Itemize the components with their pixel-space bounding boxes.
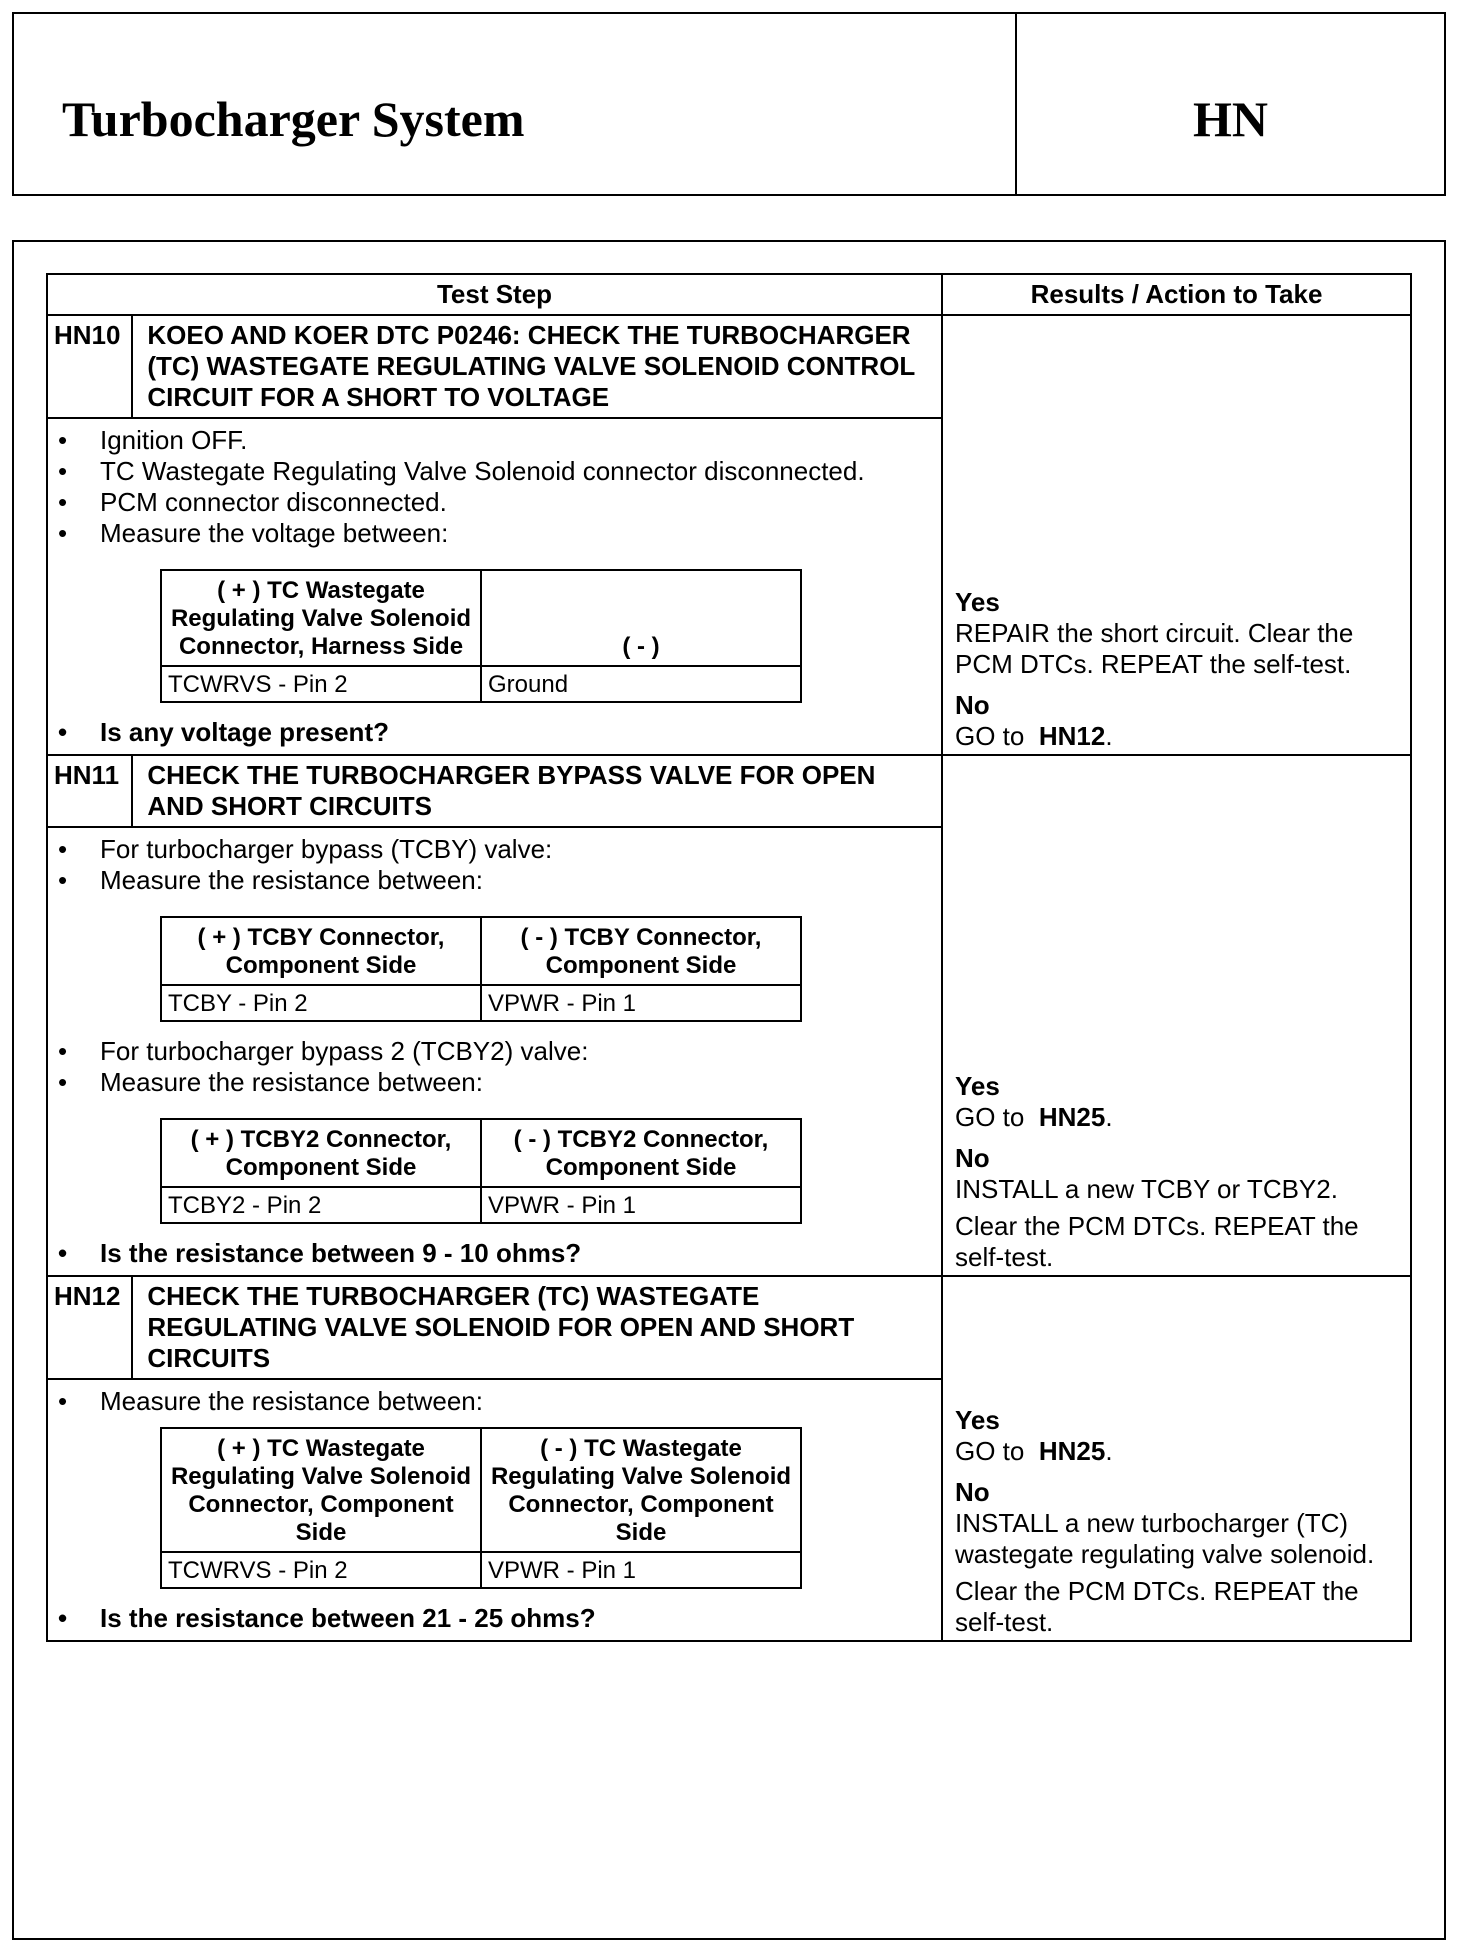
result-no-followup: Clear the PCM DTCs. REPEAT the self-test. <box>955 1211 1359 1272</box>
question-list <box>58 1603 931 1634</box>
section-code: HN <box>1193 91 1268 147</box>
measurement-positive-header: ( + ) TC Wastegate Regulating Valve Solenoid Connector, Component Side <box>161 1428 481 1552</box>
result-no-text: GO to HN12. <box>955 721 1113 751</box>
measurement-negative-pin: VPWR - Pin 1 <box>481 1552 801 1588</box>
step-hn11-title-row <box>47 755 1411 827</box>
measurement-negative-header: ( - ) TCBY Connector, Component Side <box>481 917 801 985</box>
page-header <box>12 12 1446 196</box>
step-hn10-results <box>942 315 1411 755</box>
measurement-positive-pin: TCWRVS - Pin 2 <box>161 1552 481 1588</box>
list-item: • Measure the resistance between: <box>58 1067 931 1098</box>
step-hn10-title-row <box>47 315 1411 418</box>
measurement-table <box>160 1427 802 1589</box>
step-id: HN12 <box>47 1276 132 1379</box>
instruction-list <box>58 834 931 896</box>
question-list <box>58 1238 931 1269</box>
measurement-positive-header: ( + ) TC Wastegate Regulating Valve Solenoid Connector, Harness Side <box>161 570 481 666</box>
measurement-table <box>160 569 802 703</box>
measurement-positive-pin: TCWRVS - Pin 2 <box>161 666 481 702</box>
instruction-list <box>58 425 931 549</box>
page-title: Turbocharger System <box>62 91 525 147</box>
table-header-row <box>47 274 1411 315</box>
test-step-table <box>46 273 1412 1642</box>
step-body <box>47 418 942 755</box>
step-title: KOEO AND KOER DTC P0246: CHECK THE TURBOCHARGER (TC) WASTEGATE REGULATING VALVE SOLENOID CONTROL CIRCUIT FOR A SHORT TO VOLTAGE <box>132 315 942 418</box>
step-body <box>47 827 942 1276</box>
test-step-header: Test Step <box>47 274 942 315</box>
result-yes-label: Yes <box>955 587 1000 617</box>
list-item: • Measure the resistance between: <box>58 865 931 896</box>
measurement-negative-pin: VPWR - Pin 1 <box>481 1187 801 1223</box>
result-yes-text: GO to HN25. <box>955 1102 1113 1132</box>
step-reference-link: HN25 <box>1038 1436 1106 1466</box>
step-hn12-title-row <box>47 1276 1411 1379</box>
list-item: • Ignition OFF. <box>58 425 931 456</box>
step-title: CHECK THE TURBOCHARGER (TC) WASTEGATE REGULATING VALVE SOLENOID FOR OPEN AND SHORT CIRCUITS <box>132 1276 942 1379</box>
result-yes-label: Yes <box>955 1405 1000 1435</box>
measurement-table <box>160 916 802 1022</box>
results-header: Results / Action to Take <box>942 274 1411 315</box>
step-id: HN11 <box>47 755 132 827</box>
list-item: • For turbocharger bypass 2 (TCBY2) valve: <box>58 1036 931 1067</box>
measurement-negative-pin: VPWR - Pin 1 <box>481 985 801 1021</box>
result-no-label: No <box>955 1143 990 1173</box>
measurement-positive-header: ( + ) TCBY2 Connector, Component Side <box>161 1119 481 1187</box>
result-no-text: INSTALL a new turbocharger (TC) wastegate regulating valve solenoid. <box>955 1508 1375 1569</box>
instruction-list <box>58 1036 931 1098</box>
result-yes-text: GO to HN25. <box>955 1436 1113 1466</box>
step-reference-link: HN12 <box>1038 721 1106 751</box>
step-hn12-results <box>942 1276 1411 1641</box>
step-hn11-results <box>942 755 1411 1276</box>
step-question: • Is the resistance between 9 - 10 ohms? <box>58 1238 931 1269</box>
list-item: • For turbocharger bypass (TCBY) valve: <box>58 834 931 865</box>
instruction-list <box>58 1386 931 1417</box>
step-reference-link: HN25 <box>1038 1102 1106 1132</box>
list-item: • Measure the resistance between: <box>58 1386 931 1417</box>
header-title-cell <box>14 14 1017 194</box>
measurement-positive-header: ( + ) TCBY Connector, Component Side <box>161 917 481 985</box>
measurement-negative-header: ( - ) TCBY2 Connector, Component Side <box>481 1119 801 1187</box>
list-item: • Measure the voltage between: <box>58 518 931 549</box>
step-body <box>47 1379 942 1641</box>
step-question: • Is the resistance between 21 - 25 ohms? <box>58 1603 931 1634</box>
result-yes-label: Yes <box>955 1071 1000 1101</box>
measurement-negative-header: ( - ) TC Wastegate Regulating Valve Solenoid Connector, Component Side <box>481 1428 801 1552</box>
question-list <box>58 717 931 748</box>
result-no-label: No <box>955 690 990 720</box>
list-item: • PCM connector disconnected. <box>58 487 931 518</box>
measurement-negative-header: ( - ) <box>481 570 801 666</box>
list-item: • TC Wastegate Regulating Valve Solenoid connector disconnected. <box>58 456 931 487</box>
step-question: • Is any voltage present? <box>58 717 931 748</box>
step-title: CHECK THE TURBOCHARGER BYPASS VALVE FOR OPEN AND SHORT CIRCUITS <box>132 755 942 827</box>
result-no-text: INSTALL a new TCBY or TCBY2. <box>955 1174 1338 1204</box>
measurement-positive-pin: TCBY - Pin 2 <box>161 985 481 1021</box>
result-no-followup: Clear the PCM DTCs. REPEAT the self-test. <box>955 1576 1359 1637</box>
step-id: HN10 <box>47 315 132 418</box>
result-yes-text: REPAIR the short circuit. Clear the PCM DTCs. REPEAT the self-test. <box>955 618 1354 679</box>
measurement-negative-pin: Ground <box>481 666 801 702</box>
measurement-table <box>160 1118 802 1224</box>
measurement-positive-pin: TCBY2 - Pin 2 <box>161 1187 481 1223</box>
result-no-label: No <box>955 1477 990 1507</box>
